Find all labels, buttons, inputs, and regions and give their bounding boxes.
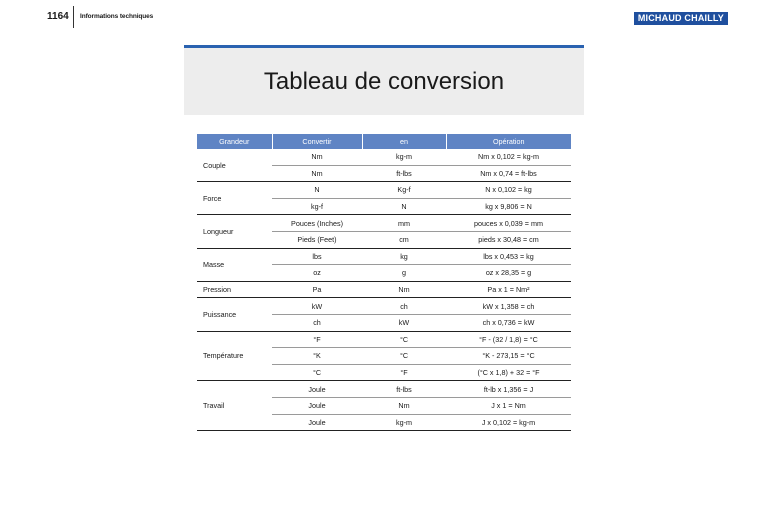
operation-cell: N x 0,102 = kg <box>446 182 571 199</box>
operation-cell: °F - (32 / 1,8) = °C <box>446 331 571 348</box>
en-cell: Nm <box>362 281 446 298</box>
table-header-row <box>197 134 571 149</box>
operation-cell: ch x 0,736 = kW <box>446 314 571 331</box>
operation-cell: oz x 28,35 = g <box>446 265 571 282</box>
en-cell: kg-m <box>362 149 446 165</box>
operation-cell: J x 0,102 = kg-m <box>446 414 571 431</box>
table-row <box>197 331 571 348</box>
header-divider <box>73 6 74 28</box>
title-band <box>184 45 584 115</box>
convertir-cell: oz <box>272 265 362 282</box>
operation-cell: kW x 1,358 = ch <box>446 298 571 315</box>
column-header-convertir: Convertir <box>272 134 362 149</box>
page-title: Tableau de conversion <box>263 68 505 95</box>
convertir-cell: Joule <box>272 381 362 398</box>
convertir-cell: kg-f <box>272 198 362 215</box>
en-cell: ft-lbs <box>362 165 446 182</box>
convertir-cell: Pa <box>272 281 362 298</box>
grandeur-cell: Puissance <box>197 298 272 331</box>
convertir-cell: Nm <box>272 149 362 165</box>
column-header-grandeur: Grandeur <box>197 134 272 149</box>
en-cell: mm <box>362 215 446 232</box>
en-cell: Kg-f <box>362 182 446 199</box>
en-cell: Nm <box>362 397 446 414</box>
en-cell: N <box>362 198 446 215</box>
page-number: 1164 <box>47 11 69 22</box>
en-cell: cm <box>362 231 446 248</box>
en-cell: kW <box>362 314 446 331</box>
table-row <box>197 281 571 298</box>
en-cell: g <box>362 265 446 282</box>
operation-cell: Nm x 0,74 = ft-lbs <box>446 165 571 182</box>
en-cell: kg-m <box>362 414 446 431</box>
convertir-cell: Pieds (Feet) <box>272 231 362 248</box>
grandeur-cell: Pression <box>197 281 272 298</box>
convertir-cell: N <box>272 182 362 199</box>
convertir-cell: Nm <box>272 165 362 182</box>
operation-cell: pieds x 30,48 = cm <box>446 231 571 248</box>
grandeur-cell: Longueur <box>197 215 272 248</box>
convertir-cell: Pouces (Inches) <box>272 215 362 232</box>
grandeur-cell: Force <box>197 182 272 215</box>
convertir-cell: lbs <box>272 248 362 265</box>
grandeur-cell: Température <box>197 331 272 381</box>
en-cell: °C <box>362 331 446 348</box>
operation-cell: Nm x 0,102 = kg-m <box>446 149 571 165</box>
table-row <box>197 149 571 165</box>
en-cell: ft-lbs <box>362 381 446 398</box>
grandeur-cell: Travail <box>197 381 272 431</box>
operation-cell: Pa x 1 = Nm² <box>446 281 571 298</box>
operation-cell: ft-lb x 1,356 = J <box>446 381 571 398</box>
en-cell: °F <box>362 364 446 381</box>
en-cell: °C <box>362 348 446 365</box>
en-cell: kg <box>362 248 446 265</box>
table-row <box>197 248 571 265</box>
operation-cell: °K - 273,15 = °C <box>446 348 571 365</box>
en-cell: ch <box>362 298 446 315</box>
table-row <box>197 215 571 232</box>
column-header-operation: Opération <box>446 134 571 149</box>
grandeur-cell: Couple <box>197 149 272 182</box>
operation-cell: (°C x 1,8) + 32 = °F <box>446 364 571 381</box>
convertir-cell: °F <box>272 331 362 348</box>
convertir-cell: Joule <box>272 414 362 431</box>
operation-cell: pouces x 0,039 = mm <box>446 215 571 232</box>
convertir-cell: °C <box>272 364 362 381</box>
table-row <box>197 298 571 315</box>
convertir-cell: Joule <box>272 397 362 414</box>
conversion-table <box>197 134 571 431</box>
operation-cell: kg x 9,806 = N <box>446 198 571 215</box>
brand-logo: MICHAUD CHAILLY <box>634 12 728 25</box>
operation-cell: lbs x 0,453 = kg <box>446 248 571 265</box>
operation-cell: J x 1 = Nm <box>446 397 571 414</box>
grandeur-cell: Masse <box>197 248 272 281</box>
convertir-cell: °K <box>272 348 362 365</box>
table-row <box>197 182 571 199</box>
convertir-cell: ch <box>272 314 362 331</box>
table-row <box>197 381 571 398</box>
section-label: Informations techniques <box>80 13 154 20</box>
column-header-en: en <box>362 134 446 149</box>
convertir-cell: kW <box>272 298 362 315</box>
